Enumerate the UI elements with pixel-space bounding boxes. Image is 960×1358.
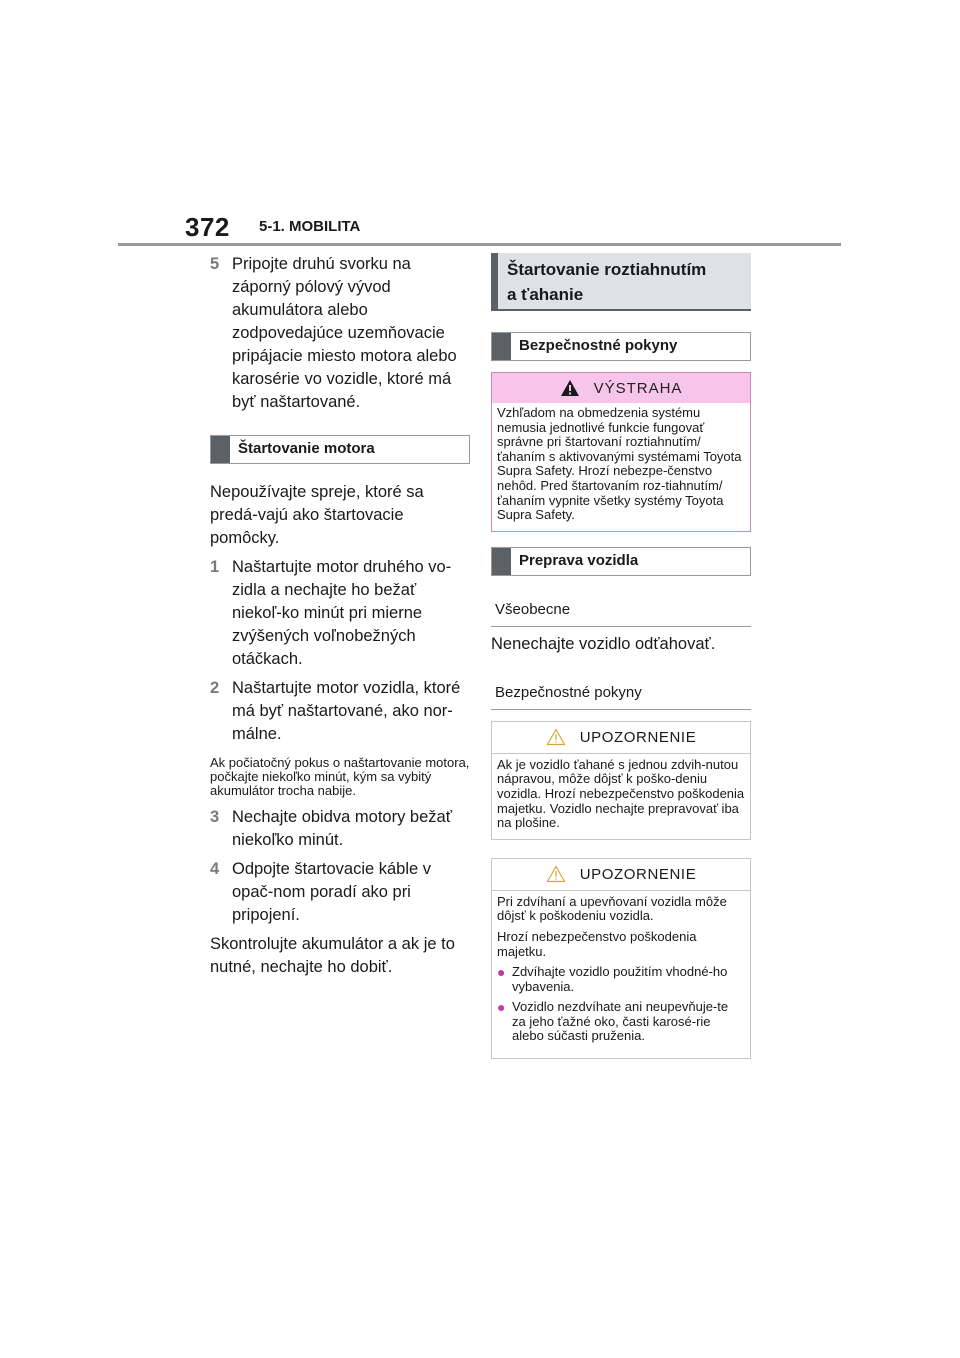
- right-column: [491, 253, 751, 1059]
- closing-text: Skontrolujte akumulátor a ak je to nutné, nechajte ho dobiť.: [210, 935, 455, 976]
- step-4: 4 Odpojte štartovacie káble v opač-nom poradí ako pri pripojení.: [210, 860, 432, 924]
- step-text: Pripojte druhú svorku na záporný pólový vývod akumulátora alebo zodpovedajúce uzemňovacie pripájacie miesto motora alebo karosérie vo vozidle, ktoré má byť naštartované.: [232, 255, 457, 411]
- warning-title: VÝSTRAHA: [593, 379, 683, 397]
- warning-text: Vzhľadom na obmedzenia systému nemusia jednotlivé funkcie fungovať správne pri štartovaní roztiahnutím/ťahaním s aktivovanými systémami Toyota Supra Safety. Hrozí nebezpe-čenstvo nehôd. Pred štartovaním roz-tiahnutím/ťahaním vypnite všetky systémy Toyota Supra Safety.: [497, 405, 742, 523]
- heading-transport: Preprava vozidla: [491, 547, 751, 576]
- general-text: Nenechajte vozidlo odťahovať.: [491, 634, 716, 653]
- left-column: [210, 253, 470, 985]
- caution-triangle-icon: [546, 728, 566, 746]
- intro-text: Nepoužívajte spreje, ktoré sa predá-vajú ako štartovacie pomôcky.: [210, 483, 424, 547]
- bullet-icon: ●: [497, 964, 506, 981]
- warning-triangle-icon: [560, 379, 580, 397]
- heading-safety: Bezpečnostné pokyny: [491, 332, 751, 361]
- page-number: 372: [185, 212, 230, 242]
- note-text: Ak počiatočný pokus o naštartovanie motora, počkajte niekoľko minút, kým sa vybitý akumulátor trocha nabije.: [210, 755, 470, 798]
- section-title: 5-1. MOBILITA: [259, 218, 361, 235]
- caution-para-1: Pri zdvíhaní a upevňovaní vozidla môže dôjsť k poškodeniu vozidla.: [497, 893, 727, 924]
- sub-heading-general: Všeobecne: [491, 597, 751, 627]
- step-number: 5: [210, 255, 220, 273]
- caution-triangle-icon: [546, 865, 566, 883]
- step-1: 1 Naštartujte motor druhého vo-zidla a nechajte ho bežať niekoľ-ko minút pri mierne zvýšených voľnobežných otáčkach.: [210, 558, 452, 668]
- list-item: ● Vozidlo nezdvíhate ani neupevňuje-te za jeho ťažné oko, časti karosé-rie alebo súčasti pruženia.: [497, 999, 729, 1044]
- caution-box-1: [491, 721, 751, 840]
- caution-para-2: Hrozí nebezpečenstvo poškodenia majetku.: [497, 928, 697, 959]
- caution-title: UPOZORNENIE: [579, 728, 697, 746]
- step-3: 3 Nechajte obidva motory bežať niekoľko minút.: [210, 808, 452, 849]
- sub-heading-safety: Bezpečnostné pokyny: [491, 680, 751, 710]
- step-2: 2 Naštartujte motor vozidla, ktoré má byť naštartované, ako nor-málne.: [210, 679, 461, 743]
- heading-jump-start-towing: Štartovanie roztiahnutím a ťahanie: [491, 253, 751, 311]
- caution-title: UPOZORNENIE: [579, 865, 697, 883]
- caution-text: Ak je vozidlo ťahané s jednou zdvih-nutou nápravou, môže dôjsť k poško-deniu vozidla. Hrozí nebezpečenstvo poškodenia majetku. Vozidlo nechajte prepravovať iba na plošine.: [497, 756, 745, 831]
- heading-start-engine: Štartovanie motora: [210, 435, 470, 464]
- header-rule: [118, 243, 841, 246]
- bullet-icon: ●: [497, 999, 506, 1016]
- caution-box-2: [491, 858, 751, 1059]
- step-5: [210, 253, 470, 414]
- list-item: ● Zdvíhajte vozidlo použitím vhodné-ho vybavenia.: [497, 964, 728, 994]
- warning-box: [491, 372, 751, 532]
